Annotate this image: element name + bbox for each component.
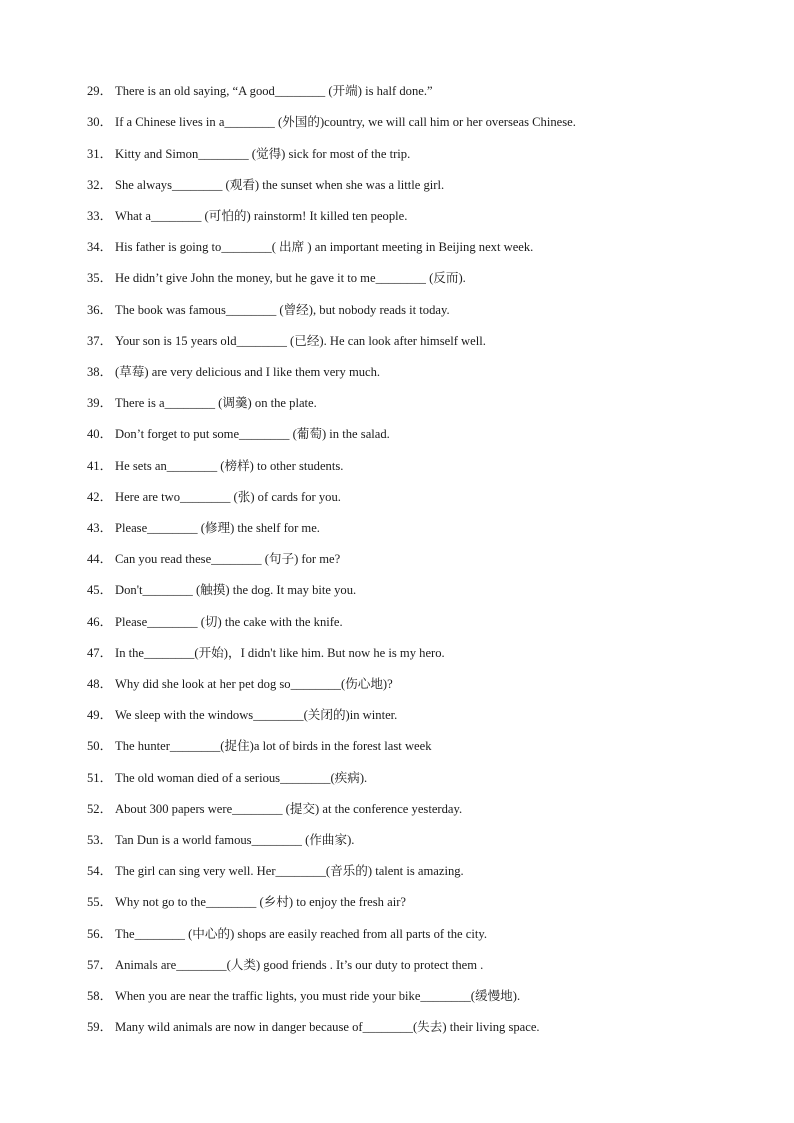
question-number: 34． — [87, 240, 113, 254]
question-number: 55． — [87, 895, 113, 909]
question-number: 54． — [87, 864, 113, 878]
question-text: He didn’t give John the money, but he gave it to me________ (反而). — [115, 271, 466, 285]
question-item — [87, 861, 767, 881]
question-item — [87, 986, 767, 1006]
question-text: What a________ (可怕的) rainstorm! It killed ten people. — [115, 209, 408, 223]
question-text: When you are near the traffic lights, you must ride your bike________(缓慢地). — [115, 989, 521, 1003]
question-text: Don't________ (触摸) the dog. It may bite you. — [115, 583, 357, 597]
question-text: Animals are________(人类) good friends . It’s our duty to protect them . — [115, 958, 484, 972]
question-item — [87, 580, 767, 600]
question-item — [87, 674, 767, 694]
question-text: Please________ (切) the cake with the knife. — [115, 615, 343, 629]
question-number: 32． — [87, 178, 113, 192]
question-item — [87, 487, 767, 507]
question-number: 46． — [87, 615, 113, 629]
question-text: The girl can sing very well. Her________(音乐的) talent is amazing. — [115, 864, 464, 878]
question-item — [87, 768, 767, 788]
question-text: Kitty and Simon________ (觉得) sick for most of the trip. — [115, 147, 411, 161]
question-text: (草莓) are very delicious and I like them very much. — [115, 365, 381, 379]
question-item — [87, 955, 767, 975]
question-text: His father is going to________( 出席 ) an important meeting in Beijing next week. — [115, 240, 534, 254]
question-text: Here are two________ (张) of cards for you. — [115, 490, 341, 504]
question-text: Many wild animals are now in danger because of________(失去) their living space. — [115, 1020, 540, 1034]
question-text: There is an old saying, “A good________ (开端) is half done.” — [115, 84, 433, 98]
question-item — [87, 331, 767, 351]
question-number: 30． — [87, 115, 113, 129]
question-item — [87, 237, 767, 257]
question-item — [87, 549, 767, 569]
question-number: 42． — [87, 490, 113, 504]
question-item — [87, 643, 767, 663]
question-item — [87, 612, 767, 632]
question-text: The old woman died of a serious________(疾病). — [115, 771, 368, 785]
question-number: 58． — [87, 989, 113, 1003]
question-item — [87, 924, 767, 944]
question-item — [87, 456, 767, 476]
question-number: 50． — [87, 739, 113, 753]
question-item — [87, 736, 767, 756]
question-item — [87, 799, 767, 819]
question-number: 39． — [87, 396, 113, 410]
question-text: Your son is 15 years old________ (已经). He can look after himself well. — [115, 334, 486, 348]
question-number: 44． — [87, 552, 113, 566]
question-item — [87, 518, 767, 538]
question-item — [87, 268, 767, 288]
question-text: She always________ (观看) the sunset when she was a little girl. — [115, 178, 445, 192]
question-number: 52． — [87, 802, 113, 816]
question-item — [87, 362, 767, 382]
question-number: 59． — [87, 1020, 113, 1034]
question-number: 53． — [87, 833, 113, 847]
question-text: We sleep with the windows________(关闭的)in winter. — [115, 708, 398, 722]
question-text: Don’t forget to put some________ (葡萄) in the salad. — [115, 427, 390, 441]
question-text: The________ (中心的) shops are easily reached from all parts of the city. — [115, 927, 487, 941]
question-number: 47． — [87, 646, 113, 660]
question-text: The book was famous________ (曾经), but nobody reads it today. — [115, 303, 450, 317]
question-number: 56． — [87, 927, 113, 941]
question-number: 45． — [87, 583, 113, 597]
question-text: Why did she look at her pet dog so________(伤心地)? — [115, 677, 393, 691]
question-number: 36． — [87, 303, 113, 317]
question-number: 43． — [87, 521, 113, 535]
question-text: About 300 papers were________ (提交) at the conference yesterday. — [115, 802, 463, 816]
question-text: The hunter________(捉住)a lot of birds in the forest last week — [115, 739, 432, 753]
question-item — [87, 1017, 767, 1037]
question-number: 51． — [87, 771, 113, 785]
question-text: If a Chinese lives in a________ (外国的)country, we will call him or her overseas Chinese. — [115, 115, 576, 129]
question-number: 40． — [87, 427, 113, 441]
question-item — [87, 830, 767, 850]
question-number: 31． — [87, 147, 113, 161]
question-text: Please________ (修理) the shelf for me. — [115, 521, 320, 535]
question-number: 35． — [87, 271, 113, 285]
question-text: Tan Dun is a world famous________ (作曲家). — [115, 833, 355, 847]
question-text: Why not go to the________ (乡村) to enjoy the fresh air? — [115, 895, 406, 909]
question-number: 38． — [87, 365, 113, 379]
question-item — [87, 206, 767, 226]
question-text: In the________(开始)，I didn't like him. But now he is my hero. — [115, 646, 445, 660]
question-number: 48． — [87, 677, 113, 691]
question-item — [87, 81, 767, 101]
question-text: Can you read these________ (句子) for me? — [115, 552, 341, 566]
question-number: 29． — [87, 84, 113, 98]
question-text: He sets an________ (榜样) to other students. — [115, 459, 344, 473]
question-number: 37． — [87, 334, 113, 348]
question-number: 41． — [87, 459, 113, 473]
question-item — [87, 393, 767, 413]
question-item — [87, 112, 767, 132]
question-item — [87, 144, 767, 164]
question-item — [87, 892, 767, 912]
question-number: 33． — [87, 209, 113, 223]
question-number: 49． — [87, 708, 113, 722]
question-item — [87, 175, 767, 195]
question-item — [87, 300, 767, 320]
question-item — [87, 705, 767, 725]
question-number: 57． — [87, 958, 113, 972]
question-item — [87, 424, 767, 444]
question-text: There is a________ (调羹) on the plate. — [115, 396, 317, 410]
